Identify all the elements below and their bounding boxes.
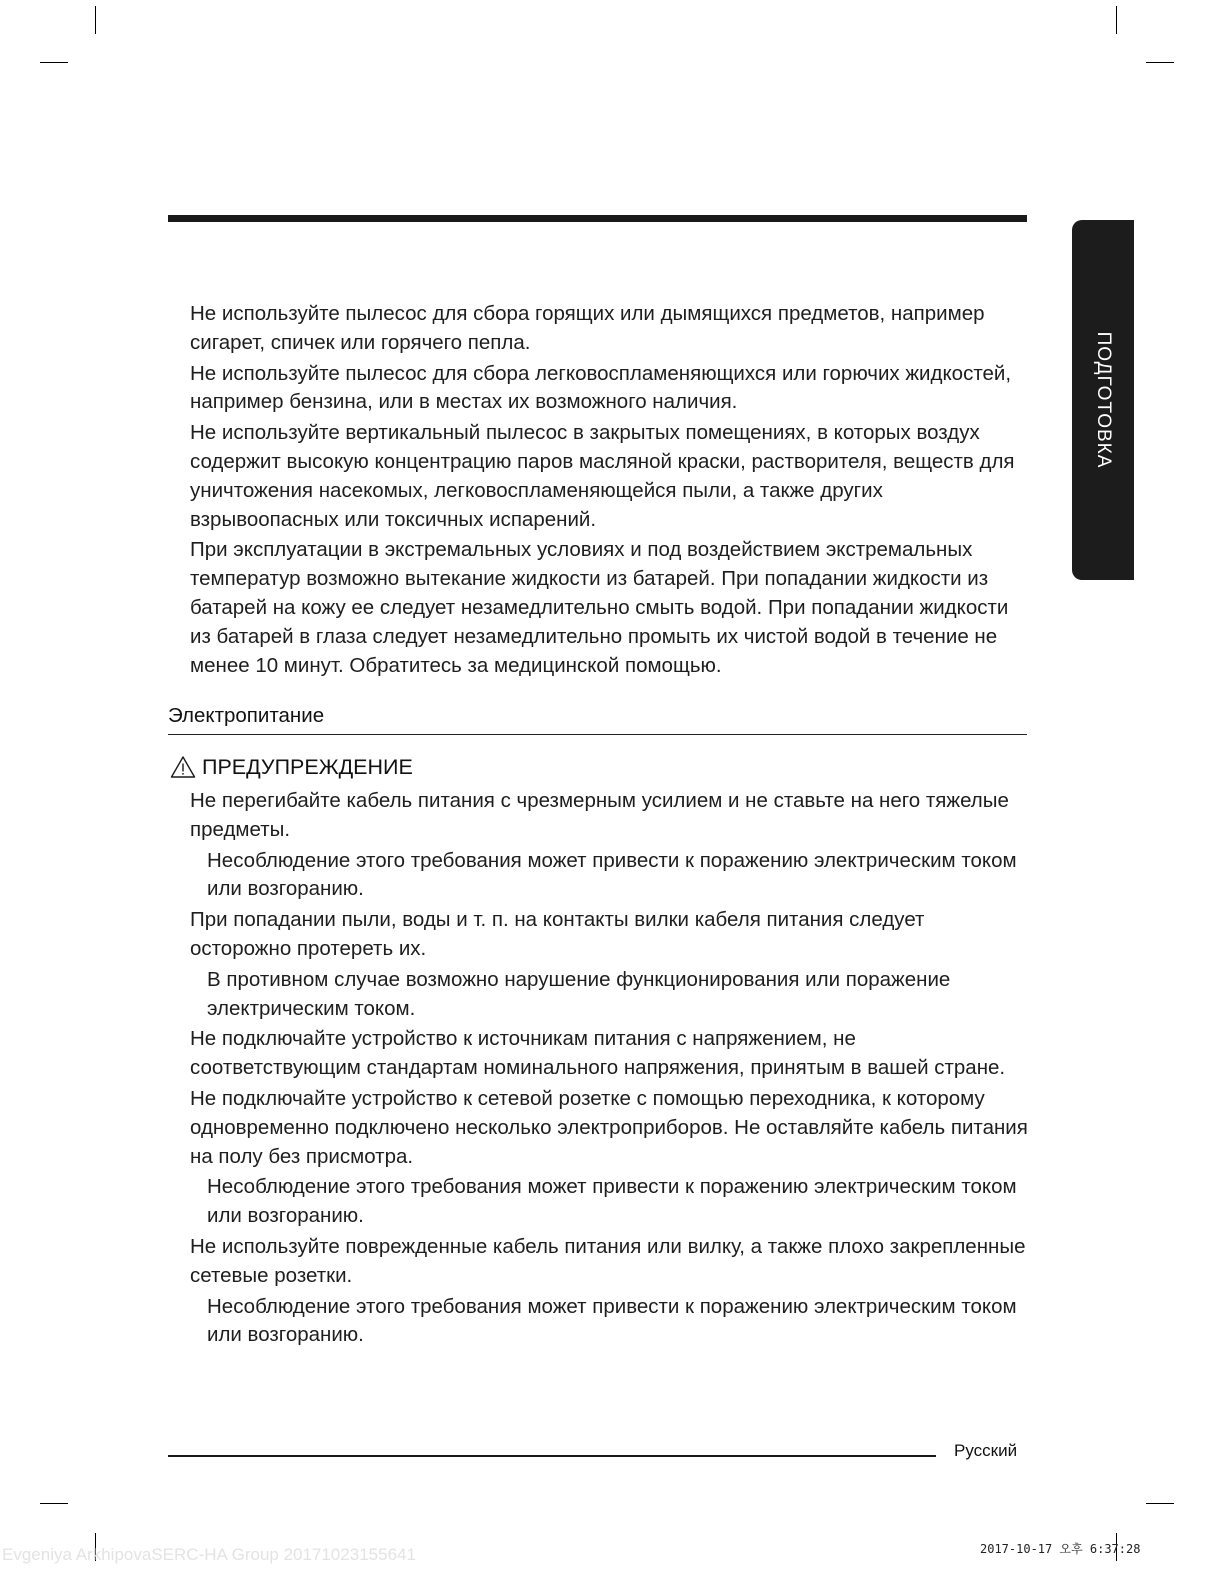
print-timestamp: 2017-10-17 오후 6:37:28 xyxy=(980,1542,1141,1556)
warning-consequence: Несоблюдение этого требования может привести к поражению электрическим током или возгоранию. xyxy=(207,1175,1017,1228)
paragraph: Не используйте пылесос для сбора горящих или дымящихся предметов, например сигарет, спичек или горячего пепла. xyxy=(190,302,985,354)
footer-language: Русский xyxy=(954,1441,1018,1460)
warning-title: ПРЕДУПРЕЖДЕНИЕ xyxy=(202,755,413,779)
crop-mark xyxy=(1146,62,1174,63)
chapter-tab xyxy=(1072,220,1134,580)
section-heading: Электропитание xyxy=(168,702,1027,735)
crop-mark xyxy=(1116,6,1117,34)
warning-item: Не перегибайте кабель питания с чрезмерным усилием и не ставьте на него тяжелые предметы. xyxy=(190,789,1009,841)
warning-item: Не используйте поврежденные кабель питания или вилку, а также плохо закрепленные сетевые розетки. xyxy=(190,1234,1026,1287)
warning-list xyxy=(190,787,1030,1352)
crop-mark xyxy=(40,1503,68,1504)
intro-text xyxy=(190,300,1030,682)
crop-mark xyxy=(40,62,68,63)
warning-item: При попадании пыли, воды и т. п. на контакты вилки кабеля питания следует осторожно протереть их. xyxy=(190,908,925,960)
paragraph: Не используйте пылесос для сбора легковоспламеняющихся или горючих жидкостей, например бензина, или в местах их возможного наличия. xyxy=(190,361,1012,414)
paragraph: При эксплуатации в экстремальных условиях и под воздействием экстремальных температур возможно вытекание жидкости из батарей. При попадании жидкости из батарей на кожу ее следует незамедлительно смыть водой. При попадании жидкости из батарей в глаза следует незамедлительно промыть их чистой водой в течение не менее 10 минут. Обратитесь за медицинской помощью. xyxy=(190,538,1009,677)
warning-consequence: В противном случае возможно нарушение функционирования или поражение электрическим током. xyxy=(207,967,951,1020)
crop-mark xyxy=(1146,1503,1174,1504)
crop-mark xyxy=(95,6,96,34)
warning-item: Не подключайте устройство к источникам питания с напряжением, не соответствующим стандартам номинального напряжения, принятым в вашей стране. xyxy=(190,1027,1006,1080)
warning-consequence: Несоблюдение этого требования может привести к поражению электрическим током или возгоранию. xyxy=(207,1294,1017,1347)
warning-item: Не подключайте устройство к сетевой розетке с помощью переходника, к которому одновременно подключено несколько электроприборов. Не оставляйте кабель питания на полу без присмотра. xyxy=(190,1086,1028,1168)
chapter-tab-label: ПОДГОТОВКА xyxy=(1093,331,1114,469)
warning-triangle-icon xyxy=(170,755,196,779)
footer-rule xyxy=(168,1455,936,1457)
warning-consequence: Несоблюдение этого требования может привести к поражению электрическим током или возгоранию. xyxy=(207,848,1017,901)
watermark: Evgeniya ArkhipovaSERC-HA Group 20171023155641 xyxy=(2,1545,416,1564)
paragraph: Не используйте вертикальный пылесос в закрытых помещениях, в которых воздух содержит высокую концентрацию паров масляной краски, растворителя, веществ для уничтожения насекомых, легковоспламеняющейся пыли, а также других взрывоопасных или токсичных испарений. xyxy=(190,421,1015,531)
warning-header xyxy=(170,753,413,781)
top-rule xyxy=(168,215,1027,222)
